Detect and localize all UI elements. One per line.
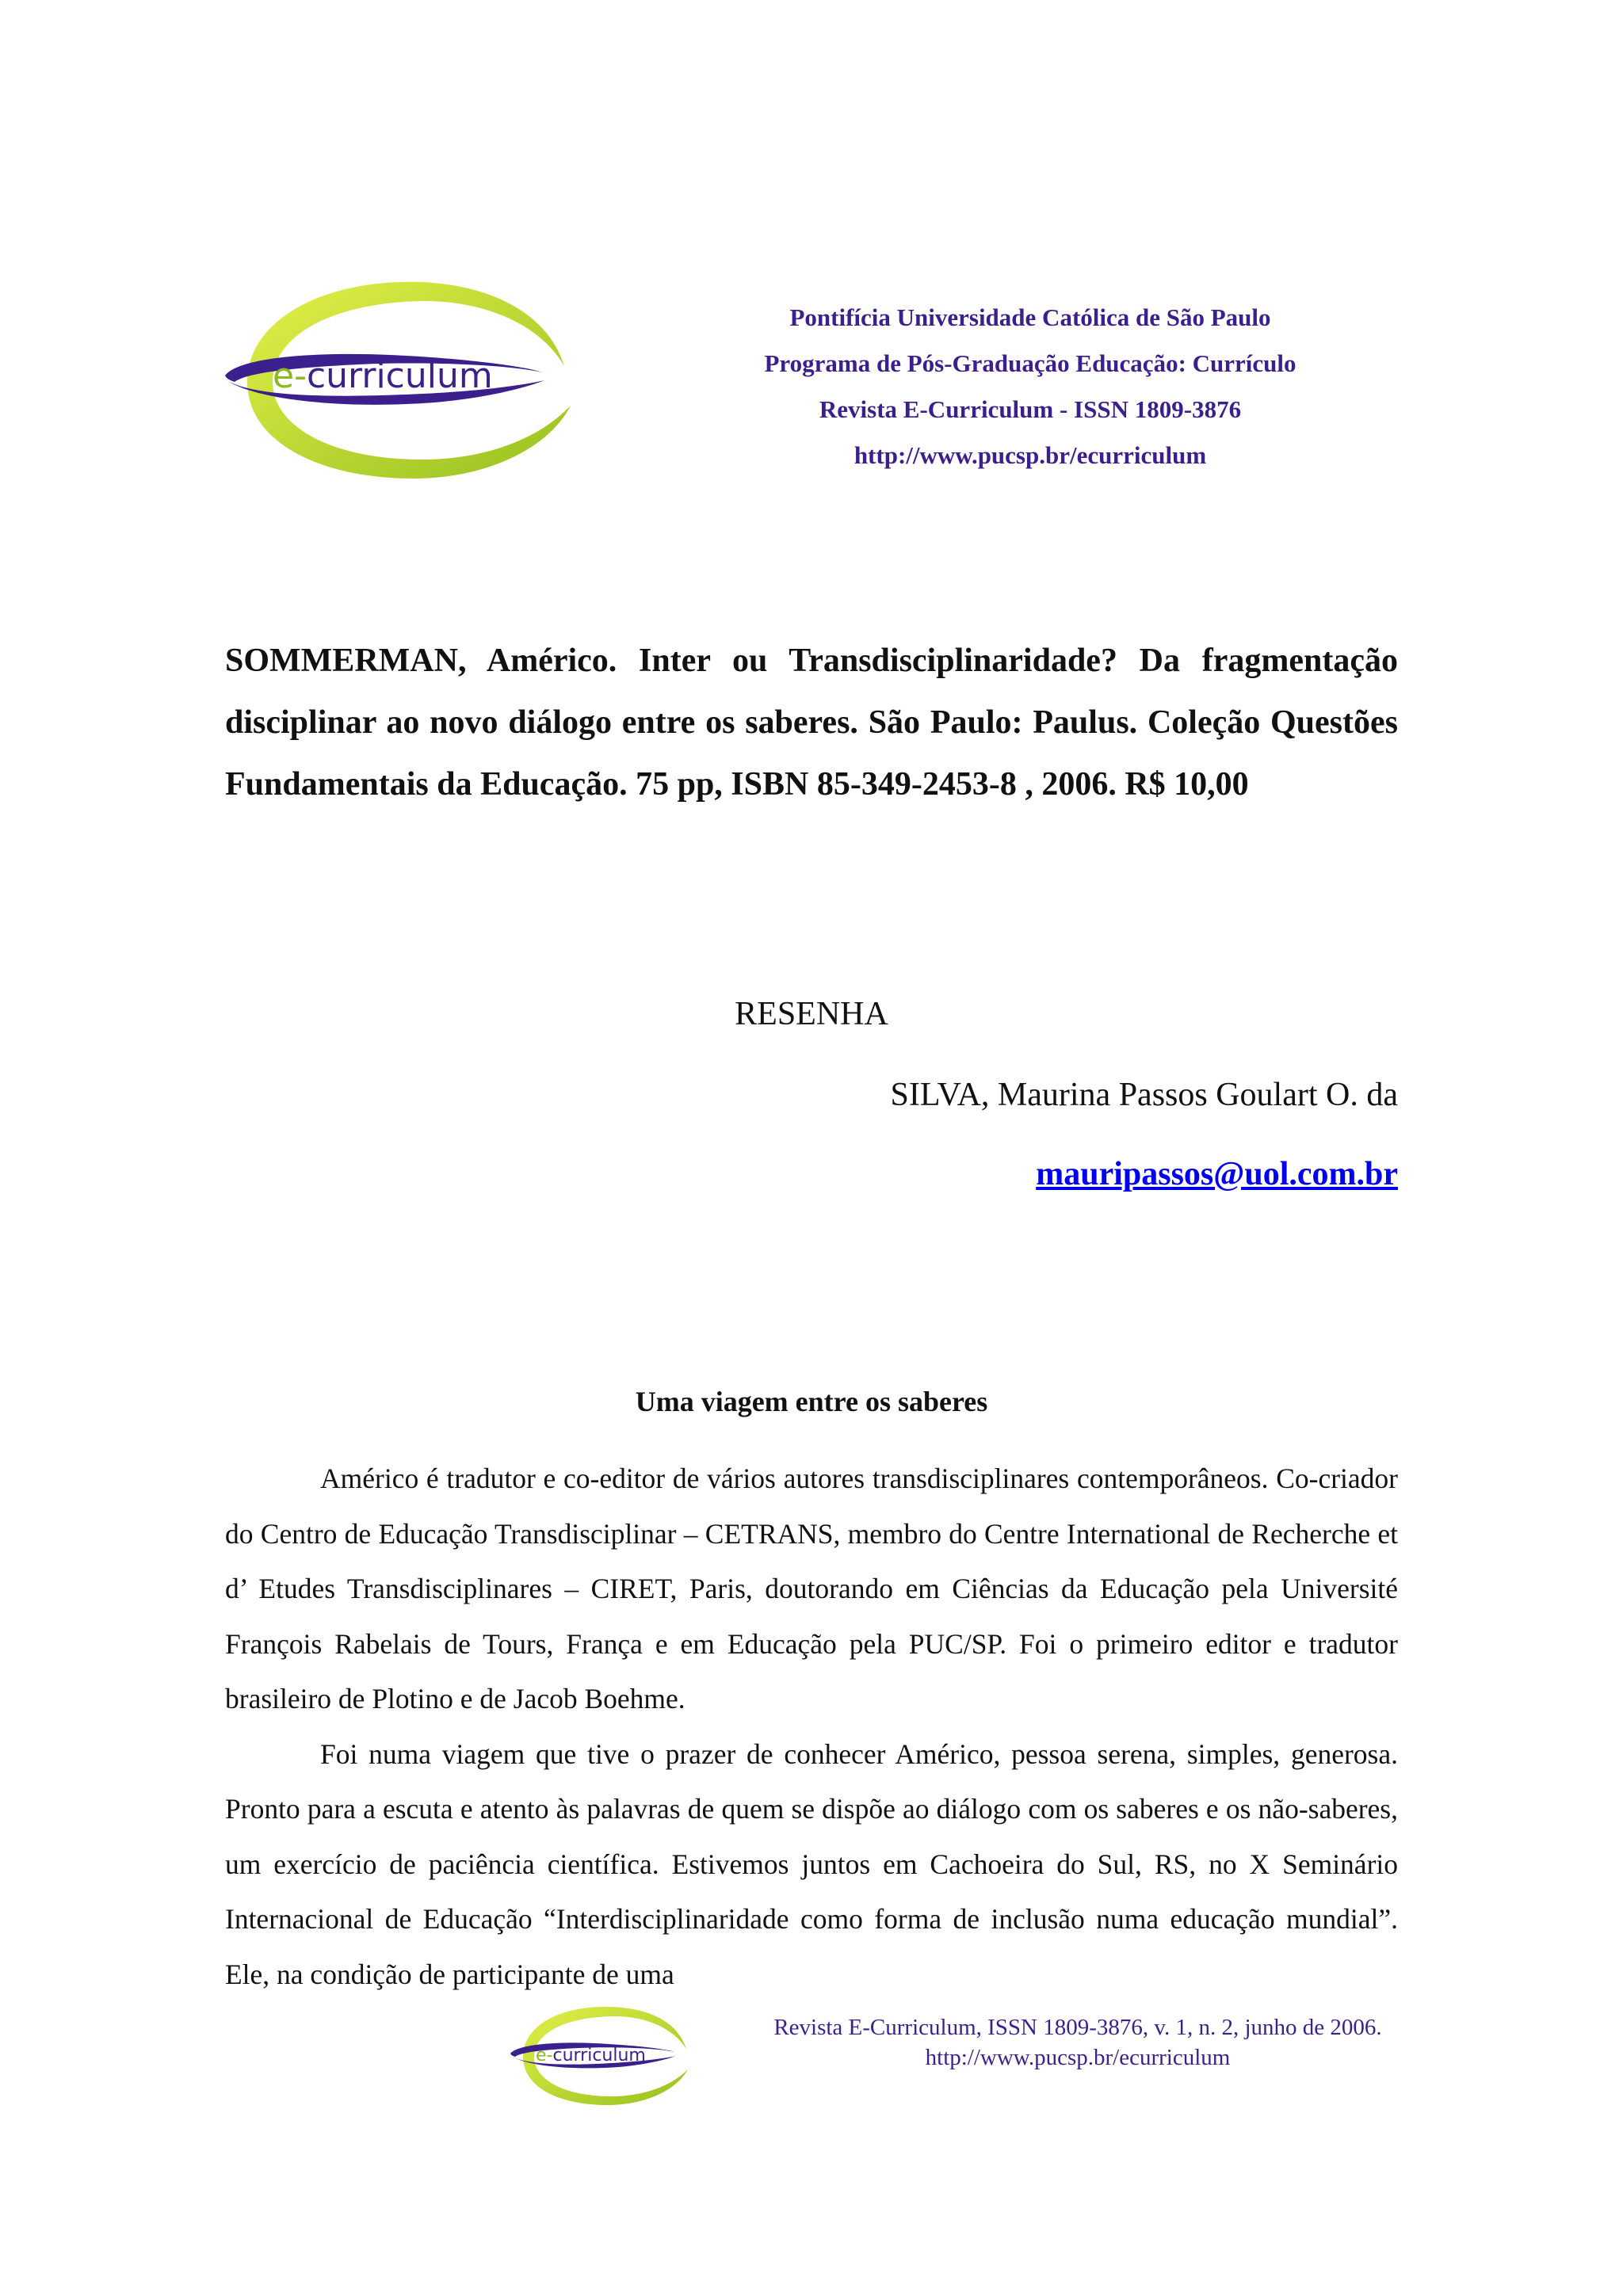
review-label: RESENHA <box>735 996 888 1032</box>
e-curriculum-logo <box>223 279 588 482</box>
section-title: Uma viagem entre os saberes <box>635 1386 988 1417</box>
program-name: Programa de Pós-Graduação Educação: Currículo <box>764 349 1296 377</box>
e-curriculum-footer-logo <box>509 2004 699 2107</box>
book-citation <box>225 630 1398 815</box>
citation-text: SOMMERMAN, Américo. Inter ou Transdisciplinaridade? Da fragmentação disciplinar ao novo diálogo entre os saberes. São Paulo: Paulus. Coleção Questões Fundamentais da Educação. 75 pp, ISBN 85-349-2453-8 , 2006. R$ 10,00 <box>225 643 1398 803</box>
paragraph: Américo é tradutor e co-editor de vários autores transdisciplinares contemporâneos. Co-criador do Centro de Educação Transdisciplinar – CETRANS, membro do Centre International de Recherche et d’ Etudes Transdisciplinares – CIRET, Paris, doutorando em Ciências da Educação pela Université François Rabelais de Tours, França e em Educação pela PUC/SP. Foi o primeiro editor e tradutor brasileiro de Plotino e de Jacob Boehme. <box>225 1463 1398 1714</box>
footer-journal-citation: Revista E-Curriculum, ISSN 1809-3876, v. 1, n. 2, junho de 2006. <box>773 2015 1382 2040</box>
journal-url[interactable]: http://www.pucsp.br/ecurriculum <box>854 441 1207 469</box>
author-email-link[interactable]: mauripassos@uol.com.br <box>1036 1156 1398 1192</box>
institution-header <box>697 295 1363 479</box>
review-author: SILVA, Maurina Passos Goulart O. da <box>890 1077 1398 1113</box>
footer-logo-text: e-curriculum <box>536 2046 646 2065</box>
logo-text: e-curriculum <box>273 356 493 396</box>
review-body <box>225 1451 1398 2002</box>
footer-url[interactable]: http://www.pucsp.br/ecurriculum <box>925 2045 1231 2070</box>
paragraph: Foi numa viagem que tive o prazer de conhecer Américo, pessoa serena, simples, generosa. Pronto para a escuta e atento às palavras de quem se dispõe ao diálogo com os saberes e os não-saberes, um exercício de paciência científica. Estivemos juntos em Cachoeira do Sul, RS, no X Seminário Internacional de Educação “Interdisciplinaridade como forma de inclusão numa educação mundial”. Ele, na condição de participante de uma <box>225 1737 1398 1990</box>
footer-citation <box>713 2012 1442 2073</box>
institution-name: Pontifícia Universidade Católica de São Paulo <box>789 303 1271 331</box>
journal-name: Revista E-Curriculum - ISSN 1809-3876 <box>819 395 1242 423</box>
